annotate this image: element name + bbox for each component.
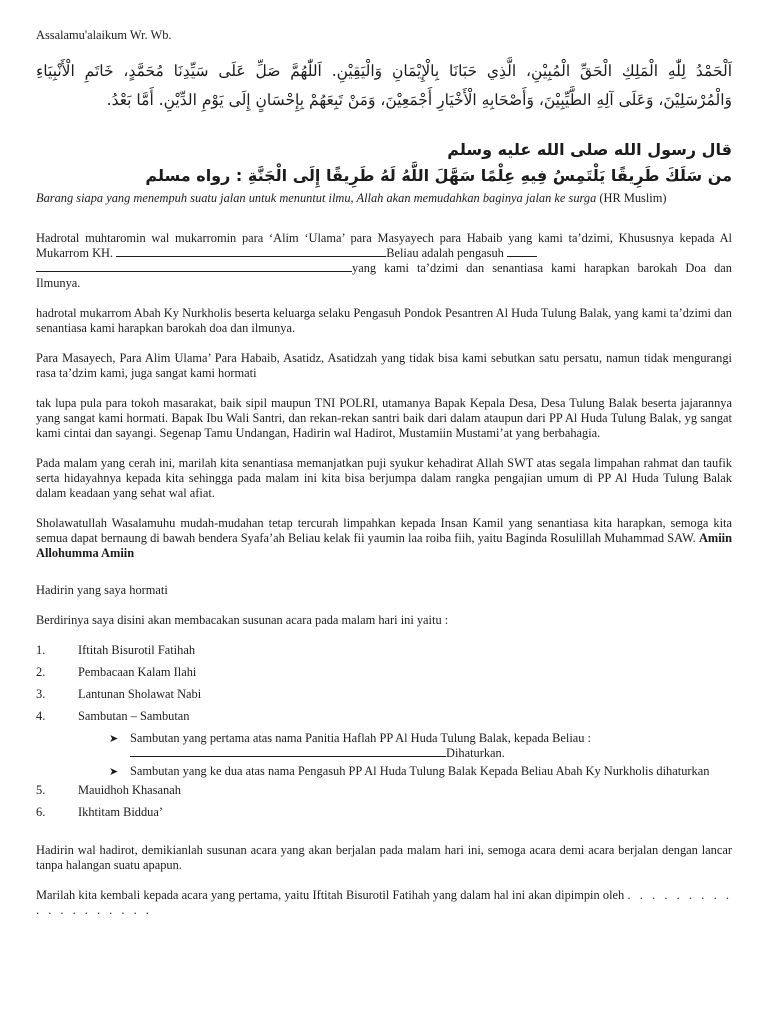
greeting: Assalamu'alaikum Wr. Wb. [36, 28, 172, 42]
hadith-translation-text: Barang siapa yang menempuh suatu jalan untuk menuntut ilmu, Allah akan memudahkan baginya jalan ke surga [36, 191, 597, 205]
agenda-list [36, 643, 732, 827]
paragraph-tokoh: tak lupa pula para tokoh masarakat, baik sipil maupun TNI POLRI, utamanya Bapak Kepala Desa, Desa Tulung Balak beserta jajarannya yang sangat kami hormati. Bapak Ibu Wali Santri, dan rekan-rekan santri baik dari dalam ataupun dari PP Al Huda Tulung Balak, yg sangat kami cintai dan sayangi. Segenap Tamu Undangan, Hadirin wal Hadirot, Mustamiin Mustami’at yang berbahagia. [36, 396, 732, 440]
paragraph-sholawat [36, 516, 732, 561]
marilah-text: Marilah kita kembali kepada acara yang pertama, yaitu Iftitah Bisurotil Fatihah yang dalam hal ini akan dipimpin oleh [36, 888, 628, 902]
agenda-text: Ikhtitam Biddua’ [78, 805, 163, 819]
sambutan-blank [130, 746, 446, 757]
agenda-text: Lantunan Sholawat Nabi [78, 687, 202, 701]
pengasuh-blank [507, 246, 537, 257]
sub-list-item [109, 731, 732, 761]
paragraph-hadrotal-1 [36, 231, 732, 291]
hadrotal-1-text-a: Hadrotal muhtaromin wal mukarromin para ‘Alim ‘Ulama’ para Masyayech para Habaib yang kami ta’dzimi, Khususnya kepada Al Mukarrom KH. [36, 231, 732, 260]
agenda-text: Pembacaan Kalam Ilahi [78, 665, 197, 679]
list-item [36, 643, 732, 665]
arabic-opening: اَلْحَمْدُ لِلّٰهِ الْمَلِكِ الْحَقِّ الْمُبِيْنِ، الَّذِي حَبَانَا بِالْإِيْمَانِ وَالْيَقِيْنِ. اَللّٰهُمَّ صَلِّ عَلَى سَيِّدِنَا مُحَمَّدٍ، خَاتَمِ الْأَنْبِيَاءِ وَالْمُرْسَلِيْنَ، وَعَلَى آلِهِ الطَّيِّبِيْنَ، وَأَصْحَابِهِ الْأَخْيَارِ أَجْمَعِيْنَ، وَمَنْ تَبِعَهُمْ بِإِحْسَانٍ إِلَى يَوْمِ الدِّيْنِ. أَمَّا بَعْدُ. [36, 62, 732, 109]
paragraph-syukur: Pada malam yang cerah ini, marilah kita senantiasa memanjatkan puji syukur kehadirat Allah SWT atas segala limpahan rahmat dan taufik serta hidayahnya kepada kita sehingga pada malam ini kita bisa berjumpa dalam rangka pengajian umum di PP Al Huda Tulung Balak dalam keadaan yang sehat wal afiat. [36, 456, 732, 500]
list-item [36, 665, 732, 687]
hadith-source: (HR Muslim) [596, 191, 667, 205]
list-item [36, 783, 732, 805]
agenda-text: Sambutan – Sambutan [78, 709, 190, 723]
name-blank [116, 246, 386, 257]
agenda-text: Mauidhoh Khasanah [78, 783, 181, 797]
sub-list-item [109, 764, 732, 779]
list-item [36, 687, 732, 709]
hadrotal-1-text-c: yang kami ta’dzimi dan senantiasa kami harapkan barokah Doa dan Ilmunya. [36, 261, 732, 290]
arrow-bullet-icon: ➤ [109, 765, 119, 778]
agenda-num: 3. [36, 687, 46, 701]
arabic-hadith: من سَلَكَ طَرِيقًا يَلْتَمِسُ فِيهِ عِلْمًا سَهَّلَ اللَّهُ لَهُ طَرِيقًا إِلَى الْجَنَّةِ : رواه مسلم [145, 166, 732, 185]
agenda-num: 1. [36, 643, 46, 657]
paragraph-penutup: Hadirin wal hadirot, demikianlah susunan acara yang akan berjalan pada malam hari ini, semoga acara demi acara berjalan dengan lancar tanpa halangan suatu apapun. [36, 843, 732, 872]
berdirinya-text: Berdirinya saya disini akan membacakan susunan acara pada malam hari ini yaitu : [36, 613, 449, 627]
sambutan-sub-list [36, 731, 732, 779]
sub-list-container [36, 731, 732, 779]
list-item [36, 709, 732, 731]
list-item [36, 805, 732, 827]
agenda-num: 5. [36, 783, 46, 797]
arrow-bullet-icon: ➤ [109, 732, 119, 745]
sambutan-first [130, 731, 732, 761]
sambutan-first-text-b: Dihaturkan. [446, 746, 505, 760]
hadrotal-1-text-b: Beliau adalah pengasuh [386, 246, 507, 260]
leader-dots: . . . . . . . . . . . . . . . . . . . [36, 888, 732, 917]
paragraph-marilah [36, 888, 732, 918]
paragraph-hadrotal-2: hadrotal mukarrom Abah Ky Nurkholis beserta keluarga selaku Pengasuh Pondok Pesantren Al Huda Tulung Balak, yang kami ta’dzimi dan senantiasa kami harapkan barokah doa dan ilmunya. [36, 306, 732, 335]
agenda-num: 6. [36, 805, 46, 819]
sambutan-first-text-a: Sambutan yang pertama atas nama Panitia Haflah PP Al Huda Tulung Balak, kepada Beliau : [130, 731, 591, 745]
document-page [36, 28, 732, 933]
sambutan-second: Sambutan yang ke dua atas nama Pengasuh PP Al Huda Tulung Balak Kepada Beliau Abah Ky Nurkholis dihaturkan [130, 764, 710, 778]
amiin-text: Amiin Allohumma Amiin [36, 531, 732, 560]
agenda-num: 2. [36, 665, 46, 679]
arabic-hadith-intro: قال رسول الله صلى الله عليه وسلم [447, 140, 732, 159]
pengasuh-blank-continued [36, 261, 352, 272]
sholawat-text: Sholawatullah Wasalamuhu mudah-mudahan tetap tercurah limpahkan kepada Insan Kamil yang senantiasa kita harapkan, semoga kita semua dapat bernaung di bawah bendera Syafa’ah Beliau kelak fii yaumin laa roiba fiih, yaitu Baginda Rosulillah Muhammad SAW. [36, 516, 732, 545]
hadirin-hormati: Hadirin yang saya hormati [36, 583, 168, 597]
hadith-translation [36, 191, 732, 206]
agenda-num: 4. [36, 709, 46, 723]
agenda-text: Iftitah Bisurotil Fatihah [78, 643, 196, 657]
paragraph-masayech: Para Masayech, Para Alim Ulama’ Para Habaib, Asatidz, Asatidzah yang tidak bisa kami sebutkan satu persatu, namun tidak mengurangi rasa ta’dzim kami, juga sangat kami hormati [36, 351, 732, 380]
